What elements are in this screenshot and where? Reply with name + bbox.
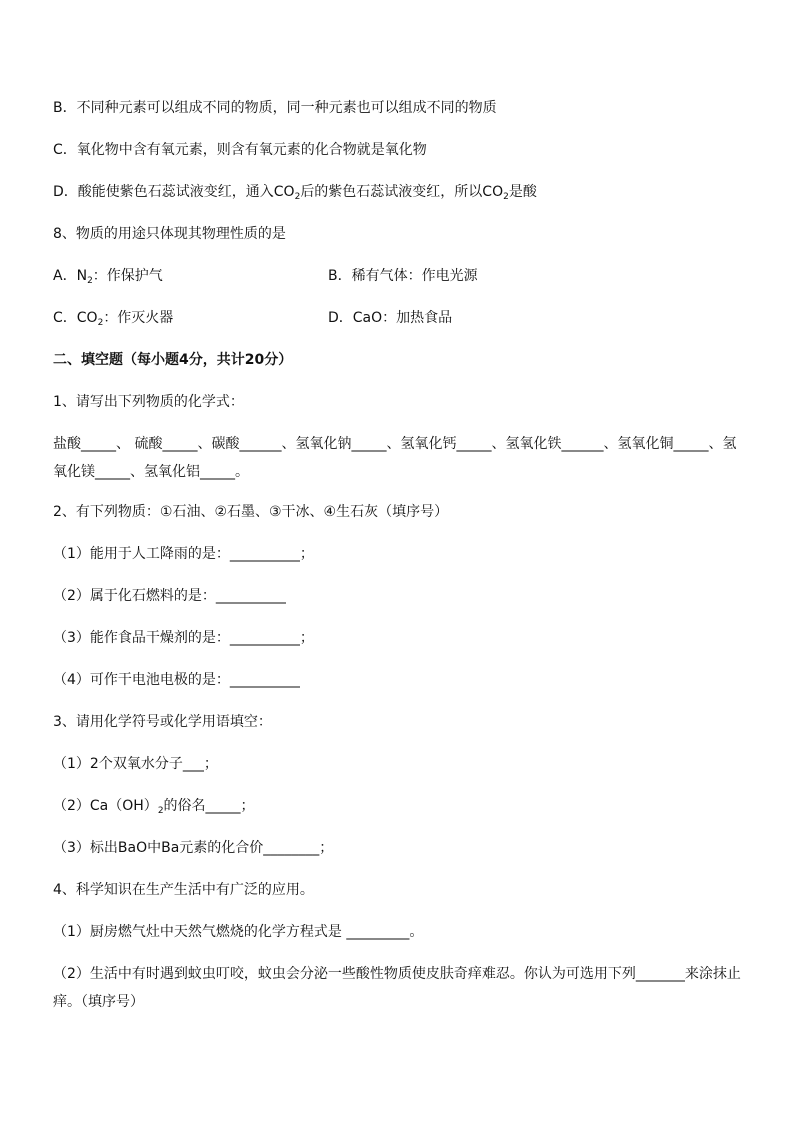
fq1-stem: 1、请写出下列物质的化学式： xyxy=(53,394,244,410)
fq3-part-3: （3）标出BaO中Ba元素的化合价________； xyxy=(53,840,334,856)
fq3-part-2: $(2)Ca(OH)_2$的俗名_____； xyxy=(53,798,255,816)
q7-option-b: B．不同种元素可以组成不同的物质，同一种元素也可以组成不同的物质 xyxy=(53,100,497,116)
q8-option-a: A．$N_2$：作保护气 xyxy=(53,268,163,286)
fq2-stem: 2、有下列物质：①石油、②石墨、③干冰、④生石灰（填序号） xyxy=(53,504,449,520)
q8-option-c: C．$CO_2$：作灭火器 xyxy=(53,310,174,328)
fq4-stem: 4、科学知识在生产生活中有广泛的应用。 xyxy=(53,882,314,898)
q8-option-d: D．CaO：加热食品 xyxy=(328,310,453,326)
fq3-part-1: （1）2个双氧水分子___； xyxy=(53,756,218,772)
fq3-stem: 3、请用化学符号或化学用语填空： xyxy=(53,714,272,730)
q7-option-c: C．氧化物中含有氧元素，则含有氧元素的化合物就是氧化物 xyxy=(53,142,427,158)
fq4-part-2: （2）生活中有时遇到蚊虫叮咬，蚊虫会分泌一些酸性物质使皮肤奇痒难忍。你认为可选用下列_______来涂抹止痒。（填序号） xyxy=(53,966,741,1010)
q8-stem: 8、物质的用途只体现其物理性质的是 xyxy=(53,226,286,242)
fq2-part-4: （4）可作干电池电极的是：__________ xyxy=(53,672,300,688)
fq2-part-1: （1）能用于人工降雨的是：__________； xyxy=(53,546,314,562)
q7-option-d: D．酸能使紫色石蕊试液变红，通入$CO_2$后的紫色石蕊试液变红，所以$CO_2$是酸 xyxy=(53,184,537,202)
fq4-part-1: （1）厨房燃气灶中天然气燃烧的化学方程式是 _________。 xyxy=(53,924,424,940)
q8-option-b: B．稀有气体：作电光源 xyxy=(328,268,478,284)
section-heading-fill-in: 二、填空题（每小题4分，共计20分） xyxy=(53,352,293,368)
fq2-part-2: （2）属于化石燃料的是：__________ xyxy=(53,588,286,604)
fq2-part-3: （3）能作食品干燥剂的是：__________； xyxy=(53,630,314,646)
fq1-answer-blanks: 盐酸_____、 硫酸_____、碳酸______、氢氧化钠_____、氢氧化钙_____、氢氧化铁______、氢氧化铜_____、氢氧化镁_____、氢氧化铝_____。 xyxy=(53,436,737,480)
